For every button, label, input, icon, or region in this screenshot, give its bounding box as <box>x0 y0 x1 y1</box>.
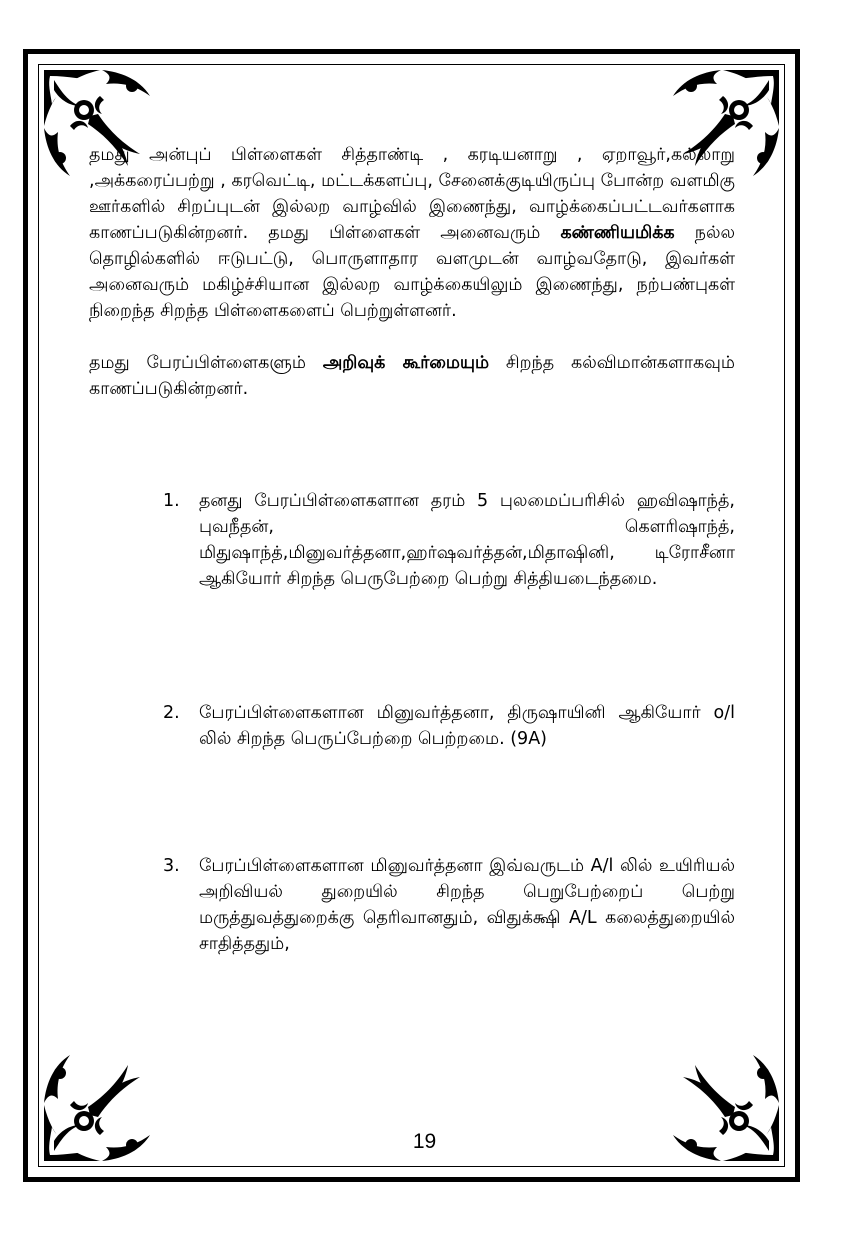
list-item <box>163 488 735 592</box>
list-item-text: பேரப்பிள்ளைகளான மினுவர்த்தனா, திருஷாயினி ஆகியோர் o/l லில் சிறந்த பெருப்பேற்றை பெற்றமை. (9A) <box>199 703 735 749</box>
list-number: 3. <box>163 856 180 876</box>
paragraph-text: நல்ல தொழில்களில் ஈடுபட்டு, பொருளாதார வளமுடன் வாழ்வதோடு, இவர்கள் அனைவரும் மகிழ்ச்சியான இல்லற வாழ்க்கையிலும் இணைந்து, நற்பண்புகள் நிறைந்த சிறந்த பிள்ளைகளைப் பெற்றுள்ளனர். <box>89 223 735 321</box>
paragraph-text: தமது பேரப்பிள்ளைகளும் <box>89 353 323 373</box>
list-number: 1. <box>163 491 180 511</box>
list-item <box>163 853 735 957</box>
list-number: 2. <box>163 703 180 723</box>
page-number: 19 <box>412 1130 437 1153</box>
paragraph-children <box>89 142 735 324</box>
list-item <box>163 700 735 752</box>
paragraph-text: தமது அன்புப் பிள்ளைகள் சித்தாண்டி , கரடியனாறு , ஏறாவூர்,கல்லாறு ,அக்கரைப்பற்று , கரவெட்டி, மட்டக்களப்பு, சேனைக்குடியிருப்பு போன்ற வளமிகு ஊர்களில் சிறப்புடன் இல்லற வாழ்வில் இணைந்து, வாழ்க்கைப்பட்டவர்களாக காணப்படுகின்றனர். தமது பிள்ளைகள் அனைவரும் <box>89 145 735 243</box>
body-text <box>89 142 735 402</box>
paragraph-grandchildren <box>89 350 735 402</box>
bold-phrase: அறிவுக் கூர்மையும் <box>322 353 490 373</box>
bold-phrase: கண்ணியமிக்க <box>560 223 675 243</box>
list-item-text: தனது பேரப்பிள்ளைகளான தரம் 5 புலமைப்பரிசில் ஹவிஷாந்த், புவநீதன், கௌரிஷாந்த், மிதுஷாந்த்,மினுவர்த்தனா,ஹர்ஷவர்த்தன்,மிதாஷினி, டிரோசீனா ஆகியோர் சிறந்த பெருபேற்றை பெற்று சித்தியடைந்தமை. <box>199 491 735 589</box>
paragraph-text: சிறந்த கல்விமான்களாகவும் காணப்படுகின்றனர். <box>89 353 735 399</box>
list-item-text: பேரப்பிள்ளைகளான மினுவர்த்தனா இவ்வருடம் A/l லில் உயிரியல் அறிவியல் துறையில் சிறந்த பெறுபேற்றைப் பெற்று மருத்துவத்துறைக்கு தெரிவானதும், விதுக்க்ஷி A/L கலைத்துறையில் சாதித்ததும், <box>199 856 735 954</box>
